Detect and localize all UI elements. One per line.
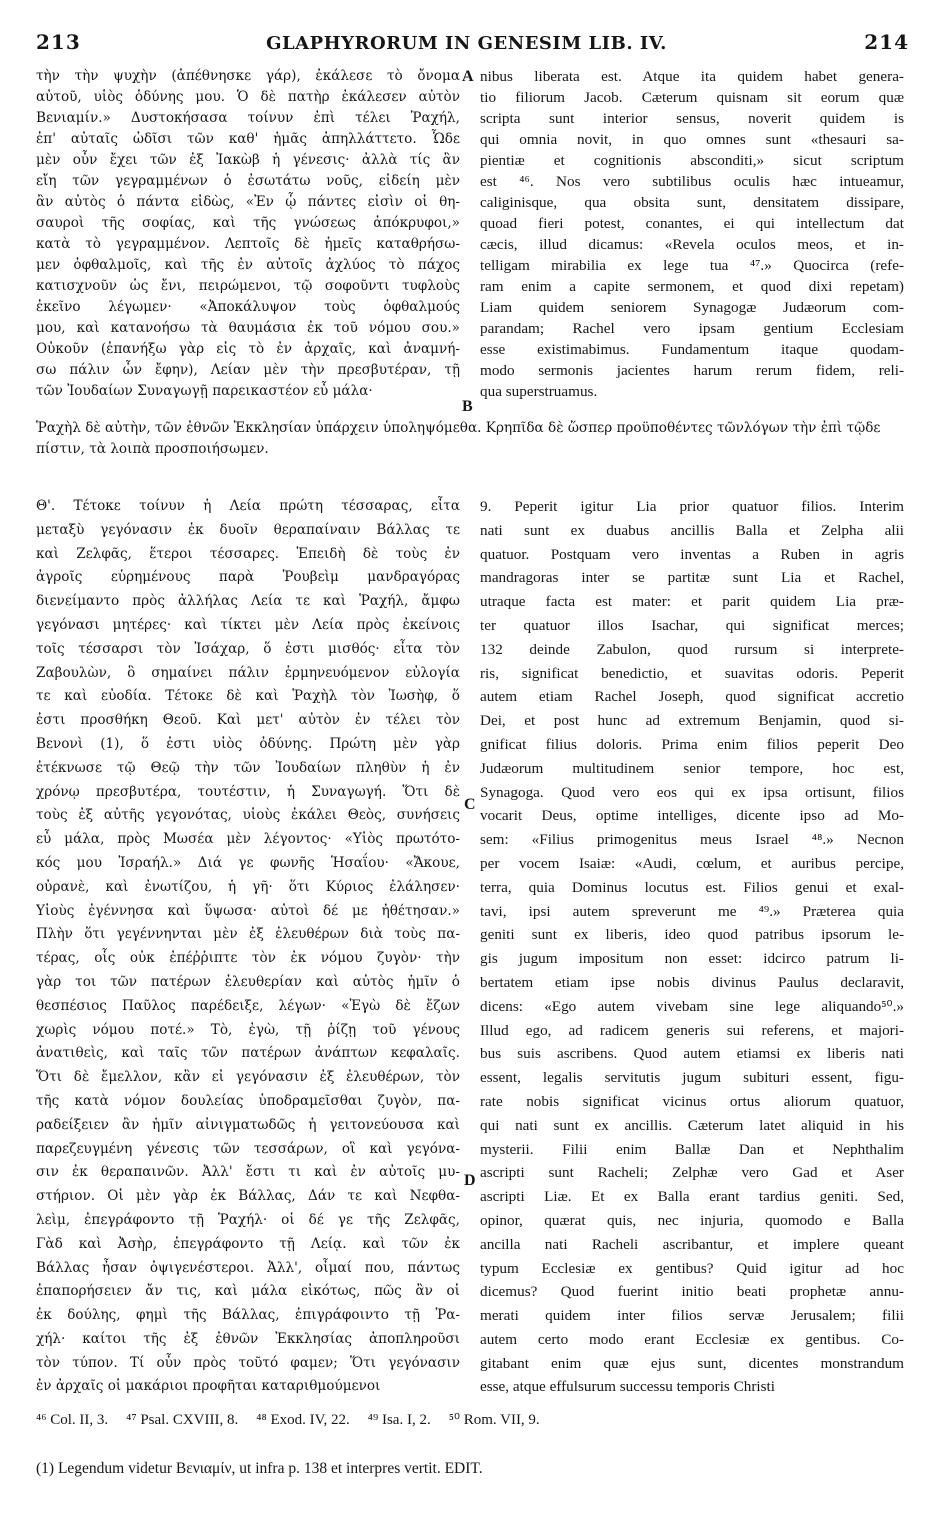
text-line: est ⁴⁶. Nos vero subtilibus oculis hæc intueamur, [480,173,904,190]
text-line: τὸν τύπον. Τί οὖν πρὸς τοῦτό φαμεν; Ὅτι γεγόνασιν [36,1354,460,1371]
text-line: ἐτέκνωσε τῷ Θεῷ τὴν τῶν Ἰουδαίων πληθὺν ἡ ἐν [36,759,460,776]
text-line: Οὐκοῦν (ἐπανήξω γὰρ εἰς τὸ ἐν ἀρχαῖς, καὶ ἀναμνή- [36,341,460,357]
text-line: στήριον. Οἱ μὲν γὰρ ἐκ Βάλλας, Δάν τε καὶ Νεφθα- [36,1188,460,1205]
text-line: Ζαβουλὼν, ὃ σημαίνει πάλιν ἑρμηνευόμενον εὐλογία [36,664,460,681]
text-line: ραδείξειεν ἂν ἡμῖν αἰνιγματωδῶς ἡ γειτονεύουσα καὶ [36,1116,460,1133]
text-line: μου, καὶ κατανοήσω τὰ θαυμάσια ἐκ τοῦ νόμου σου.» [36,320,460,336]
text-line: οὐρανὲ, καὶ ἐνωτίζου, ἡ γῆ· ὅτι Κύριος ἐλάλησεν· [36,878,460,895]
text-line: 132 deinde Zabulon, quod rursum si interprete- [480,640,904,658]
footnotes [36,1410,904,1429]
margin-marker-d: D [464,1172,476,1189]
text-line: τέρας, οἷς οὐκ ἐπέῤῥιπτε τὸν ἐκ νόμου ζυγὸν· τὴν [36,950,460,967]
text-line: μὲν οὖν ἔχει τῶν ἐξ Ἰακὼβ ἡ γένεσις· ἀλλὰ τίς ἂν [36,152,460,168]
footnote: ⁴⁹ Isa. I, 2. [367,1412,431,1428]
text-line: ram enim a capite sermonem, et quod dixi repetam) [480,278,904,295]
text-line: χωρὶς νόμου ποτέ.» Τὸ, ἐγὼ, τῇ ῥίζῃ τοῦ γένους [36,1021,460,1038]
text-line: παρεζευγμένη γένεσις τῶν τεσσάρων, οἳ καὶ γεγόνα- [36,1140,460,1157]
footnote: ⁴⁸ Exod. IV, 22. [256,1412,350,1428]
text-line: scripta sunt interior sensus, noverit quidem is [480,110,904,127]
text-line: gnificat filius doloris. Prima enim filios peperit Deo [480,735,904,753]
text-line: τοῖς τέσσαρσι τὸν Ἰσάχαρ, ὅ ἐστι μισθός· εἶτα τὸν [36,640,460,657]
margin-marker-a: A [462,68,474,85]
text-line: ascripti sunt Racheli; Zelphæ vero Gad et Aser [480,1164,904,1182]
text-line: qui nati sunt ex ancillis. Cæterum latet aliquid in his [480,1116,904,1134]
text-line: nati sunt ex duabus ancillis Balla et Zelpha alii [480,521,904,539]
margin-marker-b: B [462,398,473,415]
text-line: ἐκ δούλης, φημὶ τῆς Βάλλας, ἐπιγράφοιντο τῇ Ῥα- [36,1307,460,1324]
text-line: tavi, ipsi autem spreverunt me ⁴⁹.» Præterea quia [480,902,904,920]
text-line: Liam quidem seniorem Synagogæ Judæorum com- [480,299,904,316]
text-line: cæcis, illud dicamus: «Revela oculos meos, et in- [480,236,904,253]
text-line: Βάλλας ἦσαν ὀψιγενέστεροι. Ἀλλ', οἶμαί που, πάντως [36,1259,460,1276]
text-line: ἀνατιθεὶς, καὶ ταῖς τῶν πατέρων ἀνάπτων κεφαλαῖς. [36,1045,460,1062]
text-line: Illud ego, ad radicem generis sui referens, et majori- [480,1021,904,1039]
text-line: μεταξὺ γεγόνασιν ἐκ δυοῖν θεραπαίναιν Βάλλας τε [36,521,460,538]
text-line: μεν ὀφθαλμοῖς, καὶ τῆς ἐν αὐτοῖς ἀχλύος τὸ πάχος [36,257,460,273]
text-line: 9. Peperit igitur Lia prior quatuor filios. Interim [480,498,904,515]
text-line: tio filiorum Jacob. Cæterum quisnam sit eorum quæ [480,89,904,106]
latin-column-bottom [480,495,904,1399]
text-line: γεγόνασι μητέρες· καὶ τίκτει μὲν Λεία πρὸς ἐκείνοις [36,616,460,633]
text-line: Υἱοὺς ἐγέννησα καὶ ὕψωσα· αὐτοὶ δέ με ἠθέτησαν.» [36,902,460,919]
latin-column-top [480,66,904,402]
text-line: κός μου Ἰσραήλ.» Διά γε φωνῆς Ἡσαΐου· «Ἄκουε, [36,854,460,871]
text-line: τὴν τὴν ψυχὴν (ἀπέθνησκε γάρ), ἐκάλεσε τὸ ὄνομα [36,68,460,84]
text-line: διενείμαντο πρὸς ἀλλήλας Λεία τε καὶ Ῥαχήλ, ἄμφω [36,593,460,610]
text-line: ἐκεῖνο λέγωμεν· «Ἀποκάλυψον τοὺς ὀφθαλμούς [36,299,460,315]
text-line: utraque facta est mater: et parit quidem Lia præ- [480,593,904,611]
text-line: vocarit Deus, optime intelliges, dicente ipso ad Mo- [480,807,904,825]
text-line: gitabant enim quæ ejus sunt, dicentes monstrandum [480,1354,904,1372]
text-line: Judæorum multitudinem senior tempore, hoc est, [480,759,904,777]
text-line: ἐν ἀρχαῖς οἱ μακάριοι προφῆται καταριθμούμενοι [36,1378,381,1395]
text-line: bus suis ascribens. Quod autem etiamsi ex liberis nati [480,1045,904,1063]
text-line: caliginisque, qua obsita sunt, densitatem dissipare, [480,194,904,211]
text-line: Ὅτι δὲ ἔμελλον, κἂν εἰ γεγόνασιν ἐξ ἐλευθέρων, τὸν [36,1069,460,1086]
text-line: quoad fieri potest, conantes, ei qui intellectum dat [480,215,904,232]
text-line: quatuor. Postquam vero inventas a Ruben in agris [480,545,904,563]
text-line: σαυροὶ τῆς σοφίας, καὶ τῆς γνώσεως ἀπόκρυφοι,» [36,215,460,231]
text-line: telligam mirabilia ex lege tua ⁴⁷.» Quocirca (refe- [480,257,904,274]
text-line: καὶ Ζελφᾶς, ἕτεροι τέσσαρες. Ἐπειδὴ δὲ τοὺς ἐν [36,545,460,562]
running-title: GLAPHYRORUM IN GENESIM LIB. IV. [266,33,667,54]
text-line: merati quidem inter filios servæ Jerusalem; filii [480,1307,904,1325]
editor-note: (1) Legendum videtur Βενιαμίν, ut infra p. 138 et interpres vertit. EDIT. [36,1460,483,1477]
text-line: χήλ· καίτοι τῆς ἐξ ἐθνῶν Ἐκκλησίας ἀποπληροῦσι [36,1330,460,1347]
text-line: ἐπαπορήσειεν ἄν τις, καὶ μάλα εἰκότως, πῶς ἂν οἱ [36,1283,460,1300]
text-line: ter quatuor illos Isachar, qui significat merces; [480,616,904,634]
text-line: Βενιαμίν.» Δυστοκήσασα τοίνυν ἐπὶ τέλει Ῥαχήλ, [36,110,460,126]
text-line: esse existimabimus. Fundamentum itaque quodam- [480,341,904,358]
footnote: ⁴⁷ Psal. CXVIII, 8. [126,1412,239,1428]
text-line: τοὺς ἐξ αὐτῆς γεγονότας, υἱοὺς ἐκάλει Θεὸς, συνήσεις [36,807,460,824]
text-line: qui omnia novit, in quo omnes sunt «thesauri sa- [480,131,904,148]
text-line: esse, atque effulsurum successu temporis Christi [480,1378,775,1396]
text-line: κατισχνοῦν ὡς ἔνι, πειρώμενοι, τῷ σοφοῦντι τυφλοὺς [36,278,460,294]
text-line: γὰρ τοι τῶν πατέρων ἐλευθερίαν καὶ αὐτὸς ἡμῖν ὁ [36,973,460,990]
text-line: τῶν Ἰουδαίων Συναγωγῇ παρεικαστέον εὖ μάλα· [36,383,373,399]
text-line: χρόνῳ πρεσβυτέρα, τουτέστιν, ἡ Συναγωγή. Ὅτι δὲ [36,783,460,800]
running-header [0,0,933,60]
text-line: opinor, quærat quis, nec injuria, quomodo e Balla [480,1211,904,1229]
text-line: ancilla nati Racheli ascribantur, et implere queant [480,1235,904,1253]
text-line: bertatem etiam ipse nobis divinus Paulus declaravit, [480,973,904,991]
text-line: λόγων τὴν ἐπὶ τῷδε πίστιν, τὰ λοιπὰ προσποιήσωμεν. [36,420,881,457]
text-line: εὖ μάλα, πρὸς Μωσέα μὲν λέγοντος· «Υἱὸς πρωτότο- [36,831,460,848]
text-line: terra, quia Dominus locutus est. Filios genui et exal- [480,878,904,896]
text-line: κατὰ τὸ γεγραμμένον. Λεπτοῖς δὲ ἡμεῖς καταθρήσω- [36,236,460,252]
footnote: ⁵⁰ Rom. VII, 9. [448,1412,540,1428]
text-line: per vocem Isaiæ: «Audi, cœlum, et auribus percipe, [480,854,904,872]
text-line: typum Ecclesiæ ex gentibus? Quid igitur ad hoc [480,1259,904,1277]
footnote: ⁴⁶ Col. II, 3. [36,1412,109,1428]
text-line: mandragoras inter se partitæ sunt Lia et Rachel, [480,569,904,587]
text-line: gis jugum impositum non esset: idcirco patrum li- [480,950,904,968]
text-line: essent, legalis servitutis jugum subituri essent, figu- [480,1069,904,1087]
greek-column-bottom [36,495,460,1399]
text-line: mysterii. Filii enim Ballæ Dan et Nephthalim [480,1140,904,1158]
text-line: ἐπ' αὐταῖς ὠδῖσι τῶν καθ' ἡμᾶς ἀπηλλάττετο. Ὧδε [36,131,460,147]
greek-full-width-lines [36,418,904,460]
text-line: Γὰδ καὶ Ἀσὴρ, ἐπεγράφοντο τῇ Λείᾳ. καὶ τῶν ἐκ [36,1235,460,1252]
text-line: Ῥαχὴλ δὲ αὐτὴν, τῶν ἐθνῶν Ἐκκλησίαν ὑπάρχειν ὑποληψόμεθα. Κρηπῖδα δὲ ὥσπερ προϋποθέντες τῶν [36,420,744,436]
text-line: θεσπέσιος Παῦλος παρέδειξε, λέγων· «Ἐγὼ δὲ ἔζων [36,997,460,1014]
text-line: Synagoga. Quod vero eos qui ex ipsa ortisunt, filios [480,783,904,801]
text-line: rate nobis significat vicinus ortus aliorum quatuor, [480,1092,904,1110]
text-line: ascripti Liæ. Et ex Balla erant tardius geniti. Sed, [480,1188,904,1206]
margin-marker-c: C [464,796,476,813]
text-line: dicemus? Quod fuerint initio beati prophetæ annu- [480,1283,904,1301]
text-line: αὐτοῦ, υἱὸς ὀδύνης μου. Ὁ δὲ πατὴρ ἐκάλεσεν αὐτὸν [36,89,460,105]
text-line: τε καὶ εὐοδία. Τέτοκε δὲ καὶ Ῥαχὴλ τὸν Ἰωσὴφ, ὅ [36,688,460,705]
text-line: dicens: «Ego autem vivebam sine lege aliquando⁵⁰.» [480,997,904,1015]
text-line: Θ'. Τέτοκε τοίνυν ἡ Λεία πρώτη τέσσαρας, εἶτα [36,498,460,514]
text-line: parandam; Rachel vero ipsam gentium Ecclesiam [480,320,904,337]
text-line: qua superstruamus. [480,383,598,400]
text-line: geniti sunt ex liberis, ideo quod patribus ipsorum le- [480,926,904,944]
text-line: autem etiam Rachel Joseph, quod significat accretio [480,688,904,706]
text-line: λεὶμ, ἐπεγράφοντο τῇ Ῥαχήλ· οἱ δέ γε τῆς Ζελφᾶς, [36,1211,460,1228]
text-line: ris, significat benedictio, et suavitas odoris. Peperit [480,664,904,682]
text-line: σω πάλιν ὧν ἔφην), Λείαν μὲν τὴν πρεσβυτέραν, τῇ [36,362,460,378]
text-line: Dei, et post hunc ad extremum Benjamin, quod si- [480,712,904,730]
text-line: ἂν αὐτὸς ὁ πάντα εἰδὼς, «Ἐν ᾧ πάντες εἰσὶν οἱ θη- [36,194,460,210]
text-line: σιν ἐκ θεραπαινῶν. Ἀλλ' ἔστι τι καὶ ἐν αὐτοῖς μυ- [36,1164,460,1181]
text-line: modo sermonis jacientes harum rerum fidem, reli- [480,362,904,379]
page-number-left: 213 [36,30,81,54]
text-line: Βενονὶ (1), ὅ ἐστι υἱὸς ὀδύνης. Πρώτη μὲν γὰρ [36,735,460,752]
greek-column-top [36,66,460,402]
text-line: pientiæ et cognitionis absconditi,» sicut scriptum [480,152,904,169]
text-line: τῆς κατὰ νόμον δουλείας ὑποδραμεῖσθαι ζυγὸν, πα- [36,1092,460,1109]
text-line: ἐστι προσθήκη Θεοῦ. Καὶ μετ' αὐτὸν ἐν τέλει τὸν [36,712,460,729]
text-line: Πλὴν ὅτι γεγέννηνται μὲν ἐξ ἐλευθέρων διὰ τοὺς πα- [36,926,460,943]
text-line: sem: «Filius primogenitus meus Israel ⁴⁸.» Necnon [480,831,904,849]
page-number-right: 214 [864,30,909,54]
text-line: εἴη τῶν γεγραμμένων ὁ ἐσωτάτω νοῦς, εἰδείη μὲν [36,173,460,189]
text-line: ἀγροῖς εὑρημένους παρὰ Ῥουβεὶμ μανδραγόρας [36,569,460,586]
text-line: autem certo modo erant Ecclesiæ ex gentibus. Co- [480,1330,904,1348]
text-line: nibus liberata est. Atque ita quidem habet genera- [480,68,904,85]
